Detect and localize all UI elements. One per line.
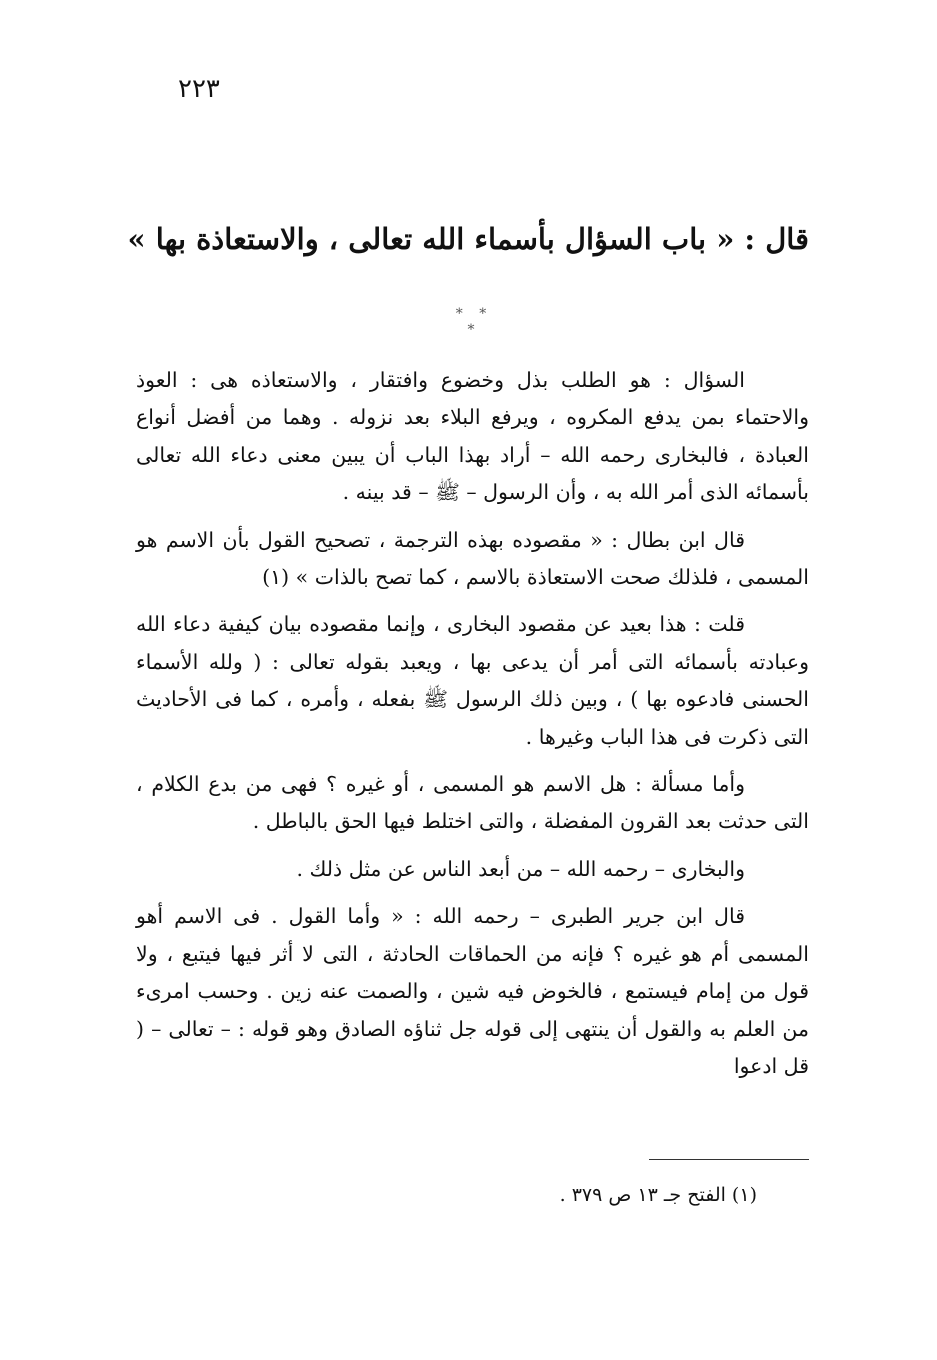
paragraph: قلت : هذا بعيد عن مقصود البخارى ، وإنما مقصوده بيان كيفية دعاء الله وعبادته بأسمائه التى أمر أن يدعى بها ، ويعبد بقوله تعالى : ( ولله الأسماء الحسنى فادعوه بها ) ، وبين ذلك الرسول ﷺ بفعله ، وأمره ، كما فى الأحاديث التى ذكرت فى هذا الباب وغيرها . — [136, 612, 809, 749]
paragraph: قال ابن بطال : « مقصوده بهذه الترجمة ، تصحيح القول بأن الاسم هو المسمى ، فلذلك صحت الاستعاذة بالاسم ، كما تصح بالذات » (١) — [136, 527, 809, 590]
paragraph: والبخارى – رحمه الله – من أبعد الناس عن مثل ذلك . — [296, 856, 745, 881]
paragraph: قال ابن جرير الطبرى – رحمه الله : « وأما القول . فى الاسم أهو المسمى أم هو غيره ؟ فإنه من الحماقات الحادثة ، التى لا أثر فيها فيتبع ، ولا قول من إمام فيستمع ، فالخوض فيه شين ، والصمت عنه زين . وحسب امرىء من العلم به والقول أن ينتهى إلى قوله جل ثناؤه الصادق وهو قوله : – تعالى – ( قل ادعوا — [136, 904, 809, 1078]
paragraph: وأما مسألة : هل الاسم هو المسمى ، أو غيره ؟ فهى من بدع الكلام ، التى حدثت بعد القرون المفضلة ، والتى اختلط فيها الحق بالباطل . — [136, 772, 809, 834]
section-heading: قال : « باب السؤال بأسماء الله تعالى ، والاستعاذة بها » — [127, 222, 809, 256]
footnote: (١) الفتح جـ ١٣ ص ٣٧٩ . — [559, 1184, 757, 1206]
body-text — [136, 362, 809, 1095]
page-number: ٢٢٣ — [178, 74, 220, 104]
footnote-divider — [649, 1159, 809, 1160]
section-separator: * * * — [455, 306, 493, 338]
paragraph: السؤال : هو الطلب بذل وخضوع وافتقار ، والاستعاذه هى : العوذ والاحتماء بمن يدفع المكروه ، ويرفع البلاء بعد نزوله . وهما من أفضل أنواع العبادة ، فالبخارى رحمه الله – أراد بهذا الباب أن يبين معنى دعاء الله تعالى بأسمائه الذى أمر الله به ، وأن الرسول – ﷺ – قد بينه . — [136, 368, 809, 505]
